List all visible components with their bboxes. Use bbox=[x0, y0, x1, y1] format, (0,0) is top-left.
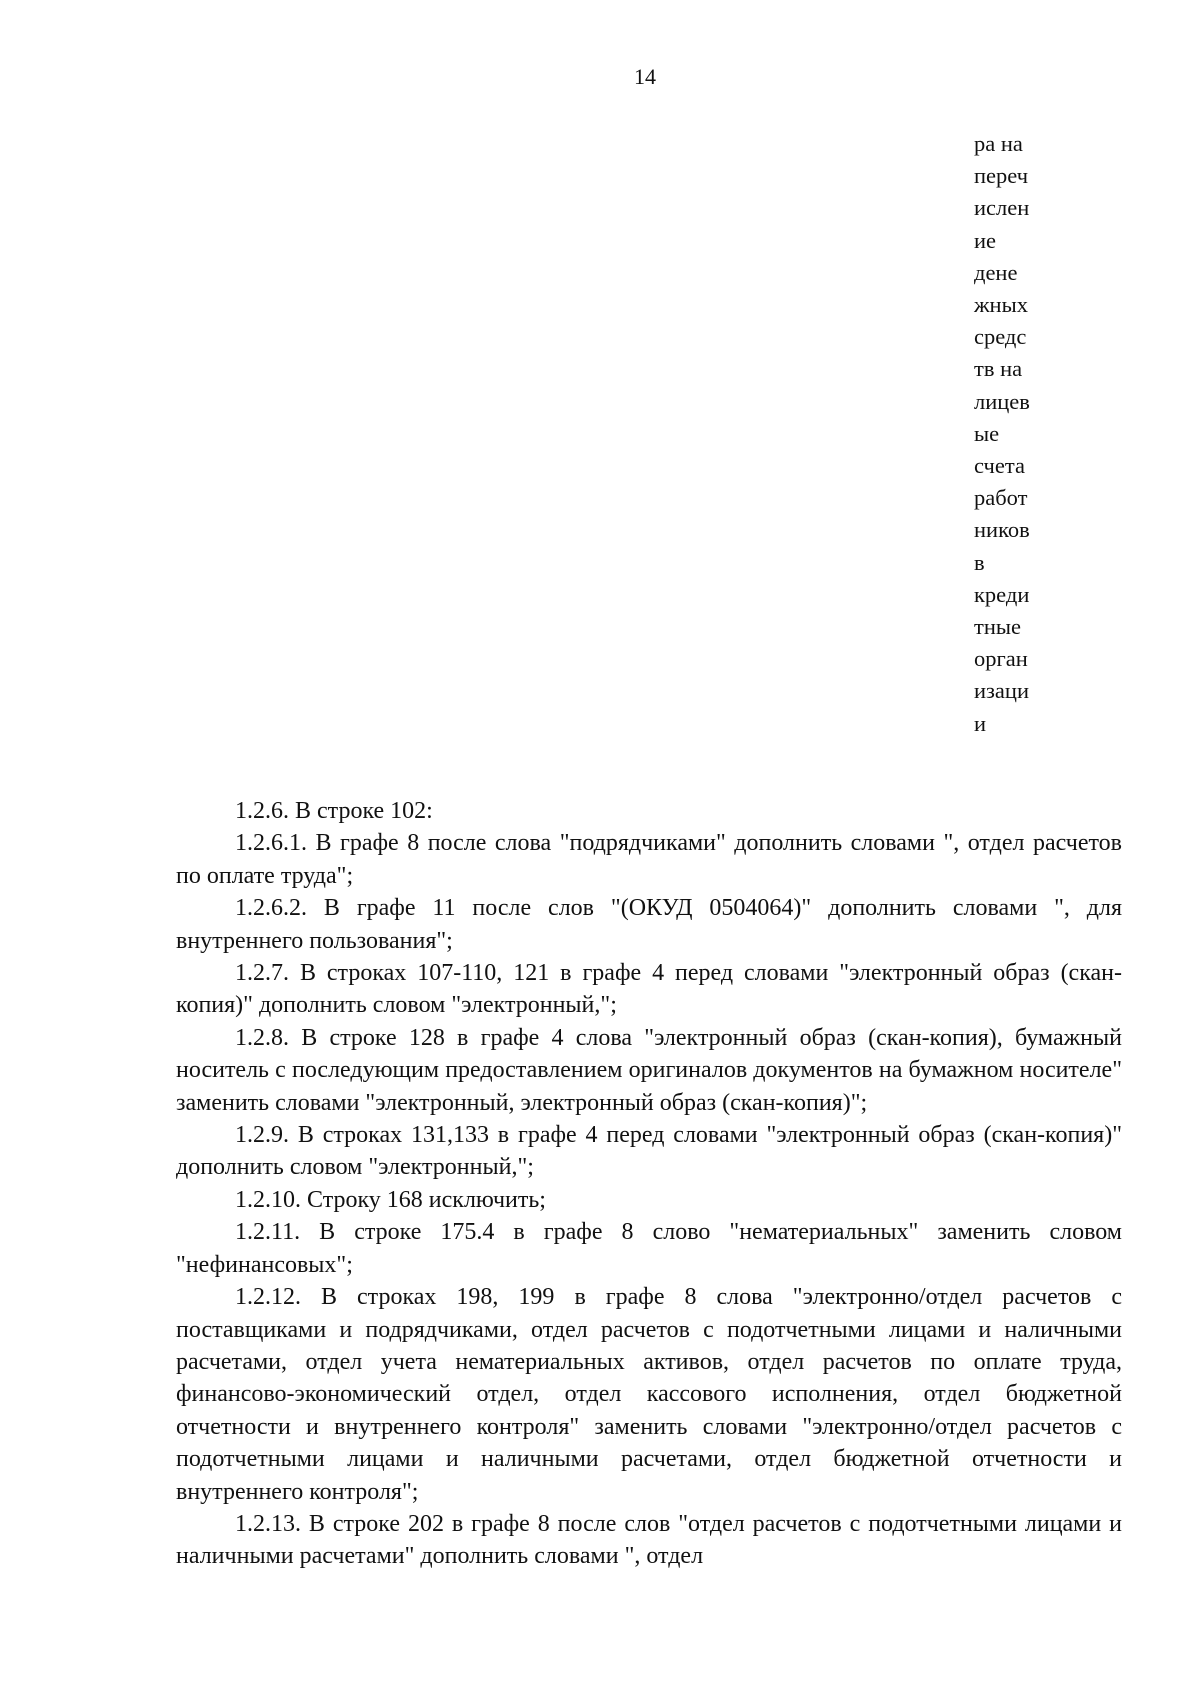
fragment-line: в bbox=[974, 549, 985, 575]
fragment-line: и bbox=[974, 710, 987, 736]
page-number: 14 bbox=[634, 64, 656, 89]
fragment-line: ые bbox=[974, 420, 1000, 446]
paragraph-1-2-12: 1.2.12. В строках 198, 199 в графе 8 слова "электронно/отдел расчетов с поставщиками и подрядчиками, отдел расчетов с подотчетными лицами и наличными расчетами, отдел учета нематериальных активов, отдел расчетов по оплате труда, финансово-экономический отдел, отдел кассового исполнения, отдел бюджетной отчетности и внутреннего контроля" заменить словами "электронно/отдел расчетов с подотчетными лицами и наличными расчетами, отдел бюджетной отчетности и внутреннего контроля"; bbox=[176, 1284, 1122, 1505]
fragment-line: орган bbox=[974, 646, 1028, 672]
fragment-line: ра на bbox=[974, 131, 1023, 156]
document-body bbox=[176, 795, 1122, 1573]
paragraph-1-2-7: 1.2.7. В строках 107-110, 121 в графе 4 перед словами "электронный образ (скан-копия)" дополнить словом "электронный,"; bbox=[176, 960, 1122, 1019]
paragraph-1-2-6-2: 1.2.6.2. В графе 11 после слов "(ОКУД 0504064)" дополнить словами ", для внутреннего пользования"; bbox=[176, 895, 1122, 954]
paragraph-1-2-9: 1.2.9. В строках 131,133 в графе 4 перед словами "электронный образ (скан-копия)" дополнить словом "электронный,"; bbox=[176, 1122, 1122, 1181]
fragment-line: изаци bbox=[974, 678, 1029, 704]
paragraph-1-2-6: 1.2.6. В строке 102: bbox=[235, 798, 433, 824]
paragraph-1-2-6-1: 1.2.6.1. В графе 8 после слова "подрядчиками" дополнить словами ", отдел расчетов по оплате труда"; bbox=[176, 830, 1122, 889]
fragment-line: ников bbox=[974, 517, 1030, 543]
fragment-line: лицев bbox=[974, 388, 1030, 414]
fragment-line: работ bbox=[974, 485, 1028, 511]
fragment-line: переч bbox=[974, 163, 1029, 189]
fragment-line: средс bbox=[974, 324, 1027, 350]
fragment-line: счета bbox=[974, 453, 1025, 479]
paragraph-1-2-10: 1.2.10. Строку 168 исключить; bbox=[235, 1186, 546, 1213]
fragment-line: ислен bbox=[974, 195, 1030, 221]
fragment-line: тв на bbox=[974, 356, 1023, 382]
fragment-line: жных bbox=[974, 292, 1028, 318]
paragraph-1-2-11: 1.2.11. В строке 175.4 в графе 8 слово "нематериальных" заменить словом "нефинансовых"; bbox=[176, 1219, 1122, 1278]
fragment-line: тные bbox=[974, 614, 1021, 640]
table-cell-fragment bbox=[974, 128, 1064, 740]
fragment-line: ие bbox=[974, 227, 997, 253]
fragment-line: креди bbox=[974, 581, 1030, 607]
fragment-line: дене bbox=[974, 259, 1018, 285]
paragraph-1-2-8: 1.2.8. В строке 128 в графе 4 слова "электронный образ (скан-копия), бумажный носитель с последующим предоставлением оригиналов документов на бумажном носителе" заменить словами "электронный, электронный образ (скан-копия)"; bbox=[176, 1024, 1122, 1116]
paragraph-1-2-13: 1.2.13. В строке 202 в графе 8 после слов "отдел расчетов с подотчетными лицами и наличными расчетами" дополнить словами ", отдел bbox=[176, 1510, 1122, 1570]
